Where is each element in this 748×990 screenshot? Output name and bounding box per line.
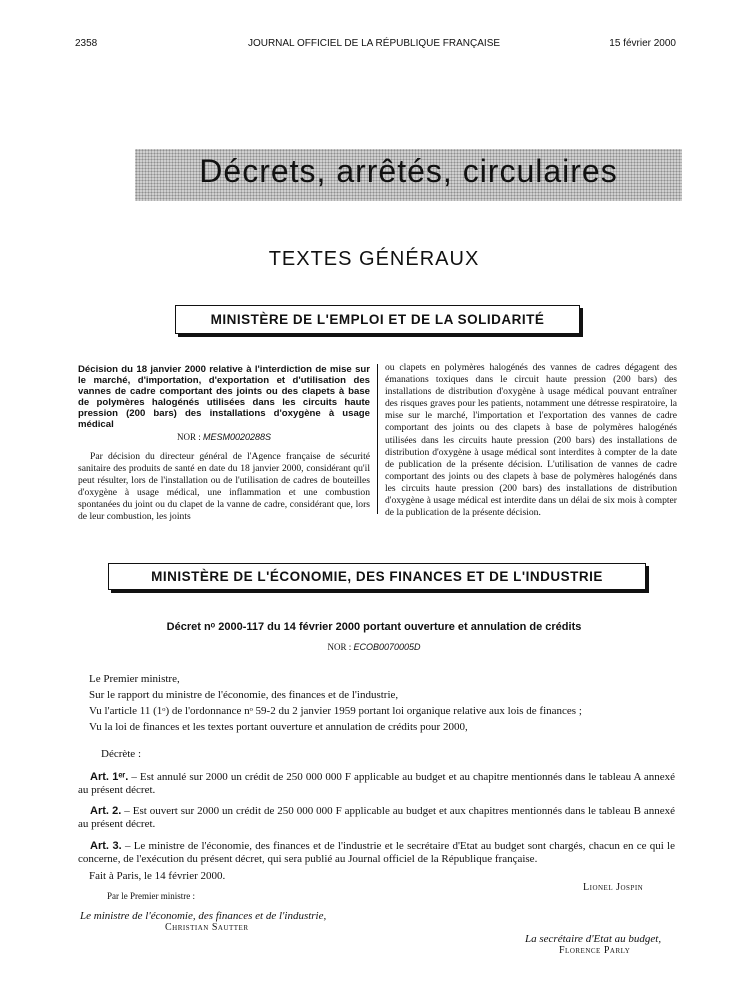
article-label: Art. 3. (90, 840, 122, 852)
article-2 (78, 805, 675, 831)
decision-body-right: ou clapets en polymères halogénés des vannes de cadres dégagent des émanations toxiques dans le circuit haute pression (200 bars) des installations de distribution d'oxygène à usage médical pouvant entraîner des risques graves pour les patients, notamment une détresse respiratoire, la mise sur le marché, l'importation et l'exportation des vannes de cadre comportant des joints ou des clapets à base de polymères halogénés utilisées dans les circuits haute pression (200 bars) des installations de distribution d'oxygène à usage médical sont interdites à compter de la date de publication de la présente décision. L'utilisation de vannes de cadre comportant des joints ou des clapets à base de polymères halogénés dans les circuits haute pression (200 bars) des installations de distribution d'oxygène à usage médical est interdite dans un délai de six mois à compter de la publication de la présente décision. (385, 362, 677, 519)
article-text: – Le ministre de l'économie, des finances et de l'industrie et le secrétaire d'Etat au budget sont chargés, chacun en ce qui le concerne, de l'exécution du présent décret, qui sera publié au Journal officiel de la République française. (78, 840, 675, 865)
decision-title: Décision du 18 janvier 2000 relative à l'interdiction de mise sur le marché, d'importation, d'exportation et d'utilisation des vannes de cadre comportant des joints ou des clapets à base de polymères halogénés utilisées dans les circuits haute pression (200 bars) des installations d'oxygène à usage médical (78, 364, 370, 430)
budget-secretary-name: Florence Parly (559, 945, 631, 956)
article-text: – Est ouvert sur 2000 un crédit de 250 000 000 F applicable au budget et aux chapitres mentionnés dans le tableau B annexé au présent décret. (78, 805, 675, 830)
nor-label: NOR : (327, 642, 352, 652)
article-label: Art. 2. (90, 805, 122, 817)
decree-title: Décret nᵒ 2000-117 du 14 février 2000 portant ouverture et annulation de crédits (166, 621, 582, 633)
economy-minister-title: Le ministre de l'économie, des finances et de l'industrie, (80, 910, 327, 922)
issue-date: 15 février 2000 (609, 38, 676, 49)
ministry-heading-employment: MINISTÈRE DE L'EMPLOI ET DE LA SOLIDARITÉ (175, 305, 580, 334)
journal-title: JOURNAL OFFICIEL DE LA RÉPUBLIQUE FRANÇAISE (247, 38, 501, 49)
signer-prime-minister: Lionel Jospin (583, 882, 644, 893)
par-le-premier-ministre: Par le Premier ministre : (107, 891, 195, 901)
decree-nor (0, 642, 748, 652)
nor-code: MESM0020288S (202, 432, 272, 442)
economy-minister-name: Christian Sautter (165, 922, 249, 933)
decision-nor (78, 432, 370, 442)
nor-code: ECOB0070005D (353, 642, 421, 652)
article-1 (78, 771, 675, 797)
page-number: 2358 (75, 38, 98, 49)
nor-label: NOR : (176, 432, 201, 442)
ministry-heading-economy: MINISTÈRE DE L'ÉCONOMIE, DES FINANCES ET DE L'INDUSTRIE (108, 563, 646, 590)
visa-line: Vu la loi de finances et les textes portant ouverture et annulation de crédits pour 2000, (89, 721, 468, 733)
article-text: – Est annulé sur 2000 un crédit de 250 000 000 F applicable au budget et au chapitre mentionnés dans le tableau A annexé au présent décret. (78, 771, 675, 796)
section-heading: TEXTES GÉNÉRAUX (268, 248, 480, 270)
decision-body-left: Par décision du directeur général de l'Agence française de sécurité sanitaire des produits de santé en date du 18 janvier 2000, considérant qu'il peut résulter, lors de l'installation ou de l'utilisation de cadres de bouteilles d'oxygène à usage médical, une inflammation et une combustion spontanées du joint ou du clapet de la vanne de cadre, considérant que, lors de leur combustion, les joints (78, 451, 370, 523)
article-3 (78, 840, 675, 866)
article-label: Art. 1ᵉʳ. (90, 771, 129, 783)
place-date: Fait à Paris, le 14 février 2000. (89, 870, 226, 882)
decrete-heading: Décrète : (101, 748, 141, 760)
visa-line: Sur le rapport du ministre de l'économie, des finances et de l'industrie, (89, 689, 399, 701)
banner-title: Décrets, arrêtés, circulaires (199, 153, 618, 189)
column-divider (377, 364, 378, 514)
budget-secretary-title: La secrétaire d'Etat au budget, (525, 933, 662, 945)
visa-line: Vu l'article 11 (1ᵒ) de l'ordonnance nᵒ 59-2 du 2 janvier 1959 portant loi organique relative aux lois de finances ; (89, 705, 582, 717)
visa-line: Le Premier ministre, (89, 673, 180, 685)
